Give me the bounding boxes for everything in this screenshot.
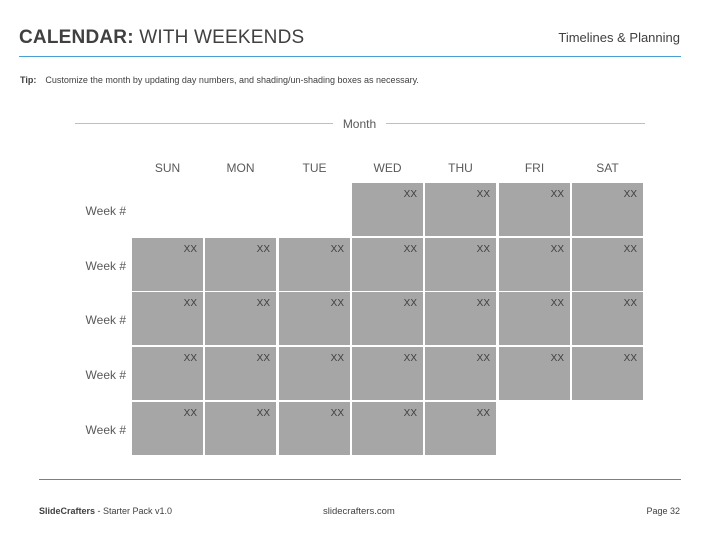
day-cell xyxy=(205,402,276,455)
footer-divider xyxy=(39,479,681,480)
day-number: XX xyxy=(183,298,197,309)
tip-label: Tip: xyxy=(20,75,37,85)
day-number: XX xyxy=(256,408,270,419)
day-header-sat: SAT xyxy=(596,161,619,175)
day-cell xyxy=(425,347,496,400)
day-cell xyxy=(205,292,276,345)
day-cell xyxy=(279,292,350,345)
page-number: Page 32 xyxy=(646,506,680,516)
day-cell xyxy=(279,347,350,400)
day-cell xyxy=(425,402,496,455)
day-cell xyxy=(132,292,203,345)
day-cell xyxy=(279,238,350,291)
day-header-wed: WED xyxy=(373,161,402,175)
day-header-sun: SUN xyxy=(154,161,181,175)
day-cell xyxy=(572,238,643,291)
day-cell xyxy=(572,347,643,400)
week-label: Week # xyxy=(85,313,126,327)
day-number: XX xyxy=(550,189,564,200)
day-cell xyxy=(425,183,496,236)
footer-site: slidecrafters.com xyxy=(323,506,395,517)
category-label: Timelines & Planning xyxy=(558,30,680,45)
day-header-fri: FRI xyxy=(524,161,545,175)
day-header-thu: THU xyxy=(448,161,473,175)
day-number: XX xyxy=(403,189,417,200)
day-cell xyxy=(279,402,350,455)
day-cell xyxy=(132,347,203,400)
footer-brand-name: SlideCrafters xyxy=(39,506,96,516)
day-header-mon: MON xyxy=(226,161,255,175)
day-number: XX xyxy=(476,298,490,309)
page-title-bold: CALENDAR: xyxy=(19,27,134,48)
day-number: XX xyxy=(330,353,344,364)
month-divider-left xyxy=(75,123,333,124)
page-title xyxy=(19,27,304,49)
day-cell xyxy=(352,402,423,455)
day-number: XX xyxy=(476,408,490,419)
day-cell xyxy=(132,238,203,291)
day-cell xyxy=(352,238,423,291)
page-title-rest: WITH WEEKENDS xyxy=(139,27,305,48)
day-cell xyxy=(132,402,203,455)
week-label: Week # xyxy=(85,423,126,437)
day-cell xyxy=(352,292,423,345)
day-cell xyxy=(425,292,496,345)
day-number: XX xyxy=(256,298,270,309)
day-cell xyxy=(205,238,276,291)
day-cell xyxy=(572,292,643,345)
day-number: XX xyxy=(403,353,417,364)
day-number: XX xyxy=(623,244,637,255)
day-number: XX xyxy=(623,189,637,200)
day-number: XX xyxy=(183,408,197,419)
day-number: XX xyxy=(476,353,490,364)
day-cell xyxy=(352,183,423,236)
day-number: XX xyxy=(256,244,270,255)
day-cell xyxy=(352,347,423,400)
tip-line xyxy=(20,75,419,85)
day-cell xyxy=(425,238,496,291)
footer-brand-suffix: - Starter Pack v1.0 xyxy=(95,506,173,516)
day-number: XX xyxy=(256,353,270,364)
day-cell xyxy=(499,183,570,236)
day-number: XX xyxy=(623,353,637,364)
day-number: XX xyxy=(403,408,417,419)
day-number: XX xyxy=(403,244,417,255)
day-number: XX xyxy=(550,244,564,255)
day-header-tue: TUE xyxy=(302,161,327,175)
day-cell xyxy=(499,347,570,400)
day-cell xyxy=(499,292,570,345)
month-divider-right xyxy=(386,123,645,124)
day-number: XX xyxy=(623,298,637,309)
week-label: Week # xyxy=(85,368,126,382)
day-cell xyxy=(205,347,276,400)
day-number: XX xyxy=(476,244,490,255)
footer-brand xyxy=(39,506,172,516)
day-cell xyxy=(499,238,570,291)
tip-text: Customize the month by updating day numbers, and shading/un-shading boxes as necessary. xyxy=(45,75,419,85)
day-cell xyxy=(572,183,643,236)
day-number: XX xyxy=(183,353,197,364)
month-label: Month xyxy=(342,117,377,131)
day-number: XX xyxy=(330,408,344,419)
day-number: XX xyxy=(476,189,490,200)
header-divider xyxy=(19,56,681,57)
day-number: XX xyxy=(403,298,417,309)
day-number: XX xyxy=(330,244,344,255)
day-number: XX xyxy=(550,298,564,309)
day-number: XX xyxy=(550,353,564,364)
day-number: XX xyxy=(183,244,197,255)
week-label: Week # xyxy=(85,204,126,218)
week-label: Week # xyxy=(85,259,126,273)
day-number: XX xyxy=(330,298,344,309)
